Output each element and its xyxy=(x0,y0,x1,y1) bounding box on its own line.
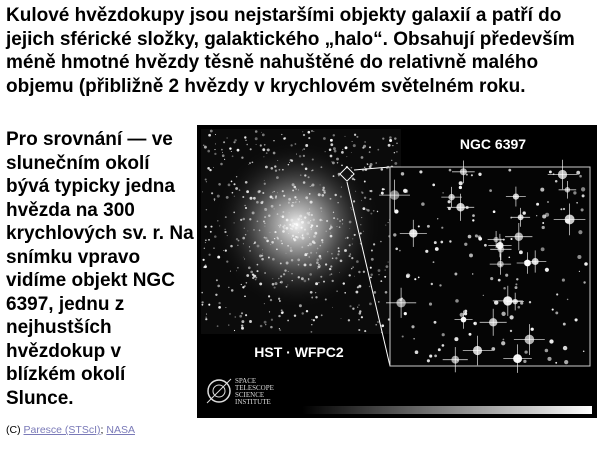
credit-link-paresce[interactable]: Paresce (STScI) xyxy=(23,424,101,436)
credit-separator: ; xyxy=(100,424,107,436)
credit-prefix: (C) xyxy=(6,424,24,436)
cluster-core-glow xyxy=(212,140,382,310)
logo-line-2: TELESCOPE xyxy=(235,384,274,392)
globular-cluster-image xyxy=(197,125,597,418)
image-credit xyxy=(6,424,135,436)
logo-line-4: INSTITUTE xyxy=(235,398,271,406)
credit-link-nasa[interactable]: NASA xyxy=(106,424,135,436)
cluster-figure-svg xyxy=(197,125,597,418)
instrument-label: HST · WFPC2 xyxy=(254,344,344,360)
stsci-logo xyxy=(207,377,274,406)
object-label: NGC 6397 xyxy=(459,136,527,152)
logo-line-1: SPACE xyxy=(235,377,257,385)
zoom-panel xyxy=(390,167,590,366)
gradient-bar xyxy=(302,406,592,414)
logo-line-3: SCIENCE xyxy=(235,391,265,399)
comparison-paragraph: Pro srovnání — ve slunečním okolí bývá typicky jedna hvězda na 300 krychlových sv. r. Na snímku vpravo vidíme objekt NGC 6397, jednu z nejhustších hvězdokup v blízkém okolí Slunce. xyxy=(6,129,194,409)
intro-paragraph: Kulové hvězdokupy jsou nejstaršími objekty galaxií a patří do jejich sférické složky, galaktického „halo“. Obsahují především méně hmotné hvězdy těsně nahuštěné do relativně malého objemu (přibližně 2 hvězdy v krychlovém světelném roku. xyxy=(6,5,575,97)
